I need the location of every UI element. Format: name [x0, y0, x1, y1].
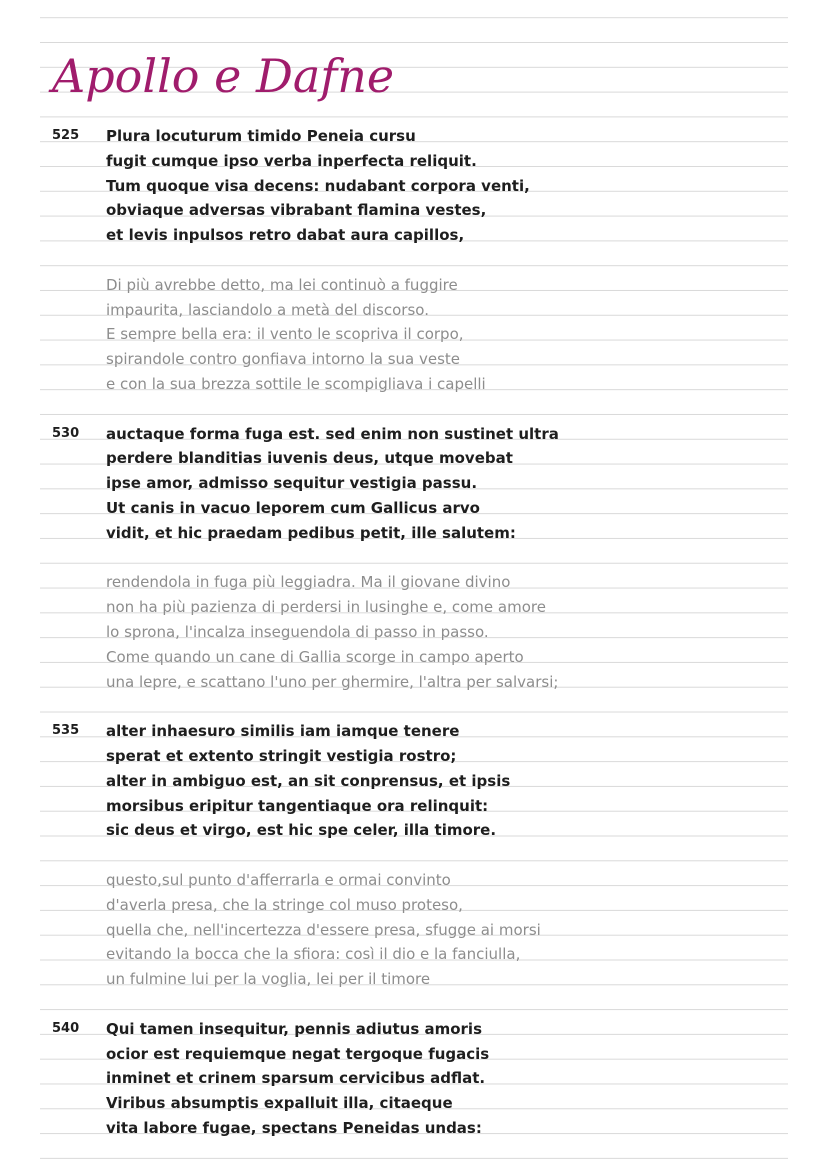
latin-verse: vita labore fugae, spectans Peneidas undas: — [106, 1119, 482, 1137]
italian-translation: spirandole contro gonfiava intorno la sua veste — [106, 350, 461, 369]
latin-verse: Qui tamen insequitur, pennis adiutus amoris — [106, 1019, 482, 1038]
italian-translation: rendendola in fuga più leggiadra. Ma il giovane divino — [106, 573, 511, 592]
latin-verse: alter inhaesuro similis iam iamque tenere — [106, 722, 460, 741]
italian-translation: lo sprona, l'incalza inseguendola di passo in passo. — [106, 623, 489, 641]
latin-verse: Ut canis in vacuo leporem cum Gallicus arvo — [106, 499, 480, 517]
page-title: Apollo e Dafne — [52, 49, 395, 103]
italian-translation: questo,sul punto d'afferrarla e ormai convinto — [106, 871, 451, 889]
latin-verse: auctaque forma fuga est. sed enim non sustinet ultra — [106, 424, 559, 443]
latin-verse: perdere blanditias iuvenis deus, utque movebat — [106, 449, 513, 468]
italian-translation: un fulmine lui per la voglia, lei per il timore — [106, 970, 431, 989]
italian-translation: d'averla presa, che la stringe col muso proteso, — [106, 895, 463, 914]
latin-verse: fugit cumque ipso verba inperfecta reliquit. — [106, 151, 477, 170]
latin-verse: Plura locuturum timido Peneia cursu — [106, 127, 416, 145]
italian-translation: Come quando un cane di Gallia scorge in campo aperto — [106, 647, 524, 666]
italian-translation: evitando la bocca che la sfiora: così il dio e la fanciulla, — [106, 945, 521, 964]
latin-verse: vidit, et hic praedam pedibus petit, ille salutem: — [106, 523, 516, 542]
italian-translation: e con la sua brezza sottile le scompigliava i capelli — [106, 375, 486, 393]
latin-verse: inminet et crinem sparsum cervicibus adflat. — [106, 1069, 486, 1088]
latin-verse: sic deus et virgo, est hic spe celer, illa timore. — [106, 821, 497, 840]
latin-verse: sperat et extento stringit vestigia rostro; — [106, 747, 457, 765]
verse-number: 540 — [52, 1020, 80, 1036]
verse-number: 530 — [52, 425, 80, 441]
latin-verse: alter in ambiguo est, an sit conprensus, et ipsis — [106, 771, 511, 790]
italian-translation: E sempre bella era: il vento le scopriva il corpo, — [106, 325, 464, 344]
latin-verse: Viribus absumptis expalluit illa, citaeque — [106, 1094, 453, 1113]
italian-translation: quella che, nell'incertezza d'essere presa, sfugge ai morsi — [106, 920, 541, 939]
latin-verse: Tum quoque visa decens: nudabant corpora venti, — [106, 176, 530, 195]
italian-translation: non ha più pazienza di perdersi in lusinghe e, come amore — [106, 598, 546, 617]
latin-verse: obviaque adversas vibrabant flamina vestes, — [106, 201, 487, 220]
italian-translation: impaurita, lasciandolo a metà del discorso. — [106, 300, 429, 319]
latin-verse: ipse amor, admisso sequitur vestigia passu. — [106, 474, 478, 493]
verse-number: 535 — [52, 723, 80, 739]
latin-verse: morsibus eripitur tangentiaque ora relinquit: — [106, 796, 489, 815]
latin-verse: et levis inpulsos retro dabat aura capillos, — [106, 226, 465, 245]
latin-verse: ocior est requiemque negat tergoque fugacis — [106, 1044, 490, 1063]
italian-translation: Di più avrebbe detto, ma lei continuò a fuggire — [106, 275, 458, 294]
italian-translation: una lepre, e scattano l'uno per ghermire, l'altra per salvarsi; — [106, 672, 559, 691]
verse-number: 525 — [52, 128, 80, 143]
